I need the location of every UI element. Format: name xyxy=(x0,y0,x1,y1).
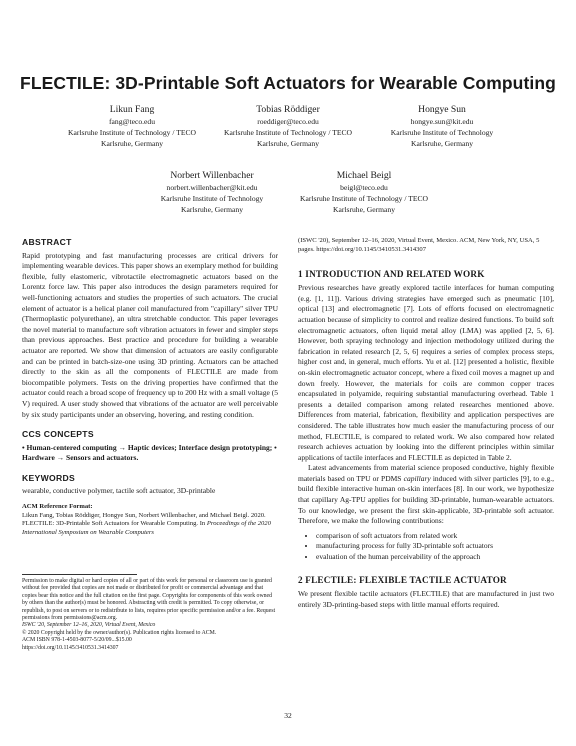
acm-reference-text xyxy=(22,512,278,538)
author-email: hongye.sun@kit.edu xyxy=(410,117,474,126)
ccs-text: • Human-centered computing → Haptic devices; Interface design prototyping; • Hardware → Sensors and actuators. xyxy=(22,442,277,463)
page-number: 32 xyxy=(284,711,292,720)
author-email: beigl@teco.edu xyxy=(340,183,388,192)
permission-text: Permission to make digital or hard copies of all or part of this work for personal or classroom use is granted without fee provided that copies are not made or distributed for profit or commercial advantage and that copies bear this notice and the full citation on the first page. Copyrights for components of this work owned by others than the author(s) must be honored. Abstracting with credit is permitted. To copy otherwise, or republish, to post on servers or to redistribute to lists, requires prior specific permission and/or a fee. Request permissions from permissions@acm.org. xyxy=(22,578,276,622)
reference-proceedings: Proceedings of the 2020 International Symposium on Wearable Computers xyxy=(22,520,271,536)
author-location: Karlsruhe, Germany xyxy=(333,205,395,214)
keywords-heading: KEYWORDS xyxy=(22,472,76,483)
intro-heading: 1 INTRODUCTION AND RELATED WORK xyxy=(298,268,485,279)
venue-text: ISWC '20, September 12–16, 2020, Virtual Event, Mexico xyxy=(22,622,156,629)
list-item: • manufacturing process for fully 3D-printable soft actuators xyxy=(316,541,554,552)
author-name: Norbert Willenbacher xyxy=(170,170,254,181)
author-name: Likun Fang xyxy=(109,104,155,115)
acm-reference-heading: ACM Reference Format: xyxy=(22,503,93,511)
list-item: • comparison of soft actuators from related work xyxy=(316,531,554,542)
author-name: Hongye Sun xyxy=(418,104,466,115)
ccs-heading: CCS CONCEPTS xyxy=(22,429,94,440)
author-affiliation: Karlsruhe Institute of Technology / TECO xyxy=(67,128,197,137)
left-column xyxy=(22,237,278,537)
author-affiliation: Karlsruhe Institute of Technology / TECO xyxy=(223,128,353,137)
author-block xyxy=(362,104,522,149)
author-email: fang@teco.edu xyxy=(109,117,155,126)
author-block xyxy=(52,104,212,149)
abstract-heading: ABSTRACT xyxy=(22,237,72,247)
author-block xyxy=(132,170,292,215)
abstract-text: Rapid prototyping and fast manufacturing processes are critical drivers for implementing wearable devices. This paper shows an exemplary method for building flexible, fully elastomeric, vibrotactile electromagnetic actuators based on the Lorentz force law. This paper also introduces the design parameters required for well-functioning actuators and studies the properties of such actuators. The crucial element of actuator is a helical planer coil manufactured from "capillary" silver TPU (Thermoplastic polyurethane), an ultra stretchable conductor. This paper leverages the novel material to manufacture soft vibration actuators in fewer and simpler steps than previous approaches. Best practice and procedure for building a wearable actuator are reported. We show that dimension of actuators are easily configurable and can be printed in batch-size-one using 3D printing. Actuators can be attached directly to the skin as all the components of FLECTILE are made from biocompatible polymers. Tests on the driving properties have confirmed that the actuator could reach a broad scope of frequency up to 200 Hz with a small voltage (5 V) required. A user study showed that vibrations of the actuator are well perceivable by six study participants under an observing, hovering, and resting condition. xyxy=(22,250,278,419)
right-column xyxy=(298,237,554,610)
intro-paragraph-2 xyxy=(298,463,554,527)
author-name: Tobias Röddiger xyxy=(256,104,320,115)
footnote-rule xyxy=(22,574,137,575)
reference-continued: (ISWC '20), September 12–16, 2020, Virtual Event, Mexico. ACM, New York, NY, USA, 5 pages. https://doi.org/10.1145/3410531.3414307 xyxy=(298,237,540,253)
intro-p2-text: induced with silver particles [9], to e.g., build flexible interactive human on-skin interfaces [8]. In our work, we hypothesize that capillary Ag-TPU applies for building 3D-printable, human-wearable actuators. To our knowledge, we present the first skin-applicable, 3D-printable soft actuator. Therefore, we make the following contributions: xyxy=(298,473,554,526)
author-email: norbert.willenbacher@kit.edu xyxy=(166,183,258,192)
author-email: roeddiger@teco.edu xyxy=(257,117,319,126)
isbn-text: ACM ISBN 978-1-4503-8077-5/20/09...$15.00 xyxy=(22,637,132,644)
keywords-text: wearable, conductive polymer, tactile soft actuator, 3D-printable xyxy=(22,486,216,496)
author-name: Michael Beigl xyxy=(336,170,392,181)
author-block xyxy=(208,104,368,149)
author-location: Karlsruhe, Germany xyxy=(411,139,473,148)
author-location: Karlsruhe, Germany xyxy=(181,205,243,214)
author-location: Karlsruhe, Germany xyxy=(101,139,163,148)
author-location: Karlsruhe, Germany xyxy=(257,139,319,148)
intro-p2-italic: capillary xyxy=(403,473,431,483)
section2-text: We present flexible tactile actuators (FLECTILE) that are manufactured in just two entirely 3D-printing-based steps with little manual efforts required. xyxy=(298,589,554,609)
permission-footnote xyxy=(22,578,278,652)
contributions-list xyxy=(298,531,554,563)
author-affiliation: Karlsruhe Institute of Technology xyxy=(390,128,494,137)
paper-title: FLECTILE: 3D-Printable Soft Actuators for Wearable Computing xyxy=(20,73,556,93)
copyright-text: © 2020 Copyright held by the owner/author(s). Publication rights licensed to ACM. xyxy=(22,629,217,636)
doi-text: https://doi.org/10.1145/3410531.3414307 xyxy=(22,644,119,651)
author-block xyxy=(284,170,444,215)
section2-heading: 2 FLECTILE: FLEXIBLE TACTILE ACTUATOR xyxy=(298,574,507,585)
author-affiliation: Karlsruhe Institute of Technology xyxy=(160,194,264,203)
author-affiliation: Karlsruhe Institute of Technology / TECO xyxy=(299,194,429,203)
intro-paragraph-1: Previous researches have greatly explored tactile interfaces for human computing (e.g. [1, 11]). Various driving strategies have emerged such as pneumatic [10], optical [13] and electromagnetic [7]. Lots of efforts focused on electromagnetic actuation because of simplicity to control and realize desired functions. To build soft electromagnetic actuators, often liquid metal alloy (LMA) was applied [2, 5, 6]. However, both spraying technology and injection methodology utilized during the fabrication in related research [2, 5, 6] requires a series of complex process steps, higher cost and, in general, much efforts. Yu et al. [12] presented a holistic, flexible on-skin electromagnetic actuator concept, where a fixed coil moves a magnet up and down freely. However, the materials for coils are common copper traces encapsulated in polyamide, requiring substantial manufacturing overhead. Table 1 presents a detailed comparison among related researches mentioned above. Differences from material, fabrication, flexibility and application perspectives are considered. The table illustrates how much easier the manufacturing process of our method, FLECTILE, is compared to related work. We also compared how related research achieves actuation by looking into the different principles within similar applications of tactile interfaces and FLECTILE as depicted in Table 2. xyxy=(298,283,554,462)
intro-p2-text: Latest advancements from material science proposed conductive, highly flexible materials based on TPU or PDMS xyxy=(298,463,554,483)
reference-text-part: Likun Fang, Tobias Röddiger, Hongye Sun, Norbert Willenbacher, and Michael Beigl. 2020. FLECTILE: 3D-Printable Soft Actuators for Wearable Computing. In xyxy=(22,511,266,528)
list-item: • evaluation of the human perceivability of the approach xyxy=(316,552,554,563)
